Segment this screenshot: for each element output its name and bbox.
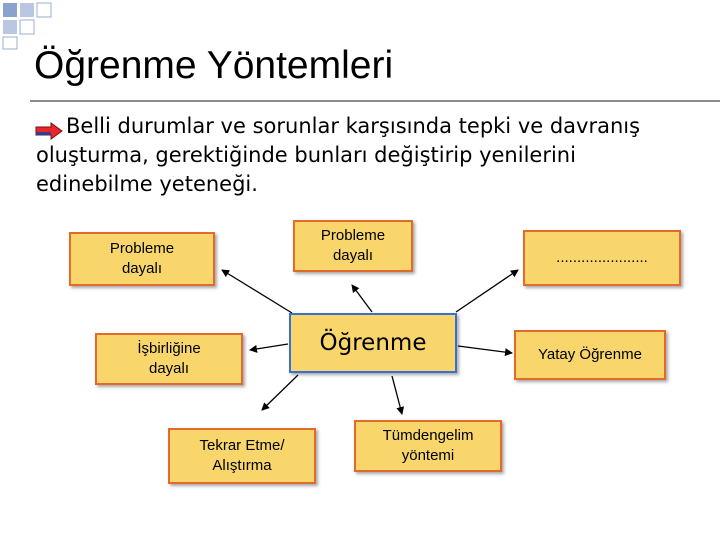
node-inductive [354,420,502,472]
node-repetition [168,428,316,484]
arrow-to-blank [456,270,518,312]
node-problem-based-top [293,220,413,272]
definition-text-content: Belli durumlar ve sorunlar karşısında tepki ve davranış oluşturma, gerektiğinde bunları değiştirip yenilerini edinebilme yeteneği. [36,114,641,196]
node-learning-center [289,313,457,373]
arrow-to-problem-left [222,270,292,313]
node-learning-center-label: Öğrenme [319,330,427,356]
arrow-to-horizontal [458,346,512,353]
node-horizontal-learning-label: Yatay Öğrenme [538,346,642,363]
node-repetition-label: Tekrar Etme/ Alıştırma [199,437,285,474]
slide-title: Öğrenme Yöntemleri [34,44,394,87]
arrow-to-repetition [262,375,298,410]
arrow-to-inductive [392,376,402,414]
arrow-to-cooperative [250,344,288,350]
node-cooperative-label: İşbirliğine dayalı [137,340,201,377]
node-blank-label: ...................... [556,249,648,266]
node-problem-based-left [69,232,215,286]
arrow-to-problem-top [352,285,372,312]
node-blank [523,230,681,286]
node-problem-based-left-label: Probleme dayalı [109,240,175,277]
node-inductive-label: Tümdengelim yöntemi [382,427,474,464]
node-horizontal-learning [514,330,666,380]
node-problem-based-top-label: Probleme dayalı [320,227,386,264]
node-cooperative [95,333,243,385]
